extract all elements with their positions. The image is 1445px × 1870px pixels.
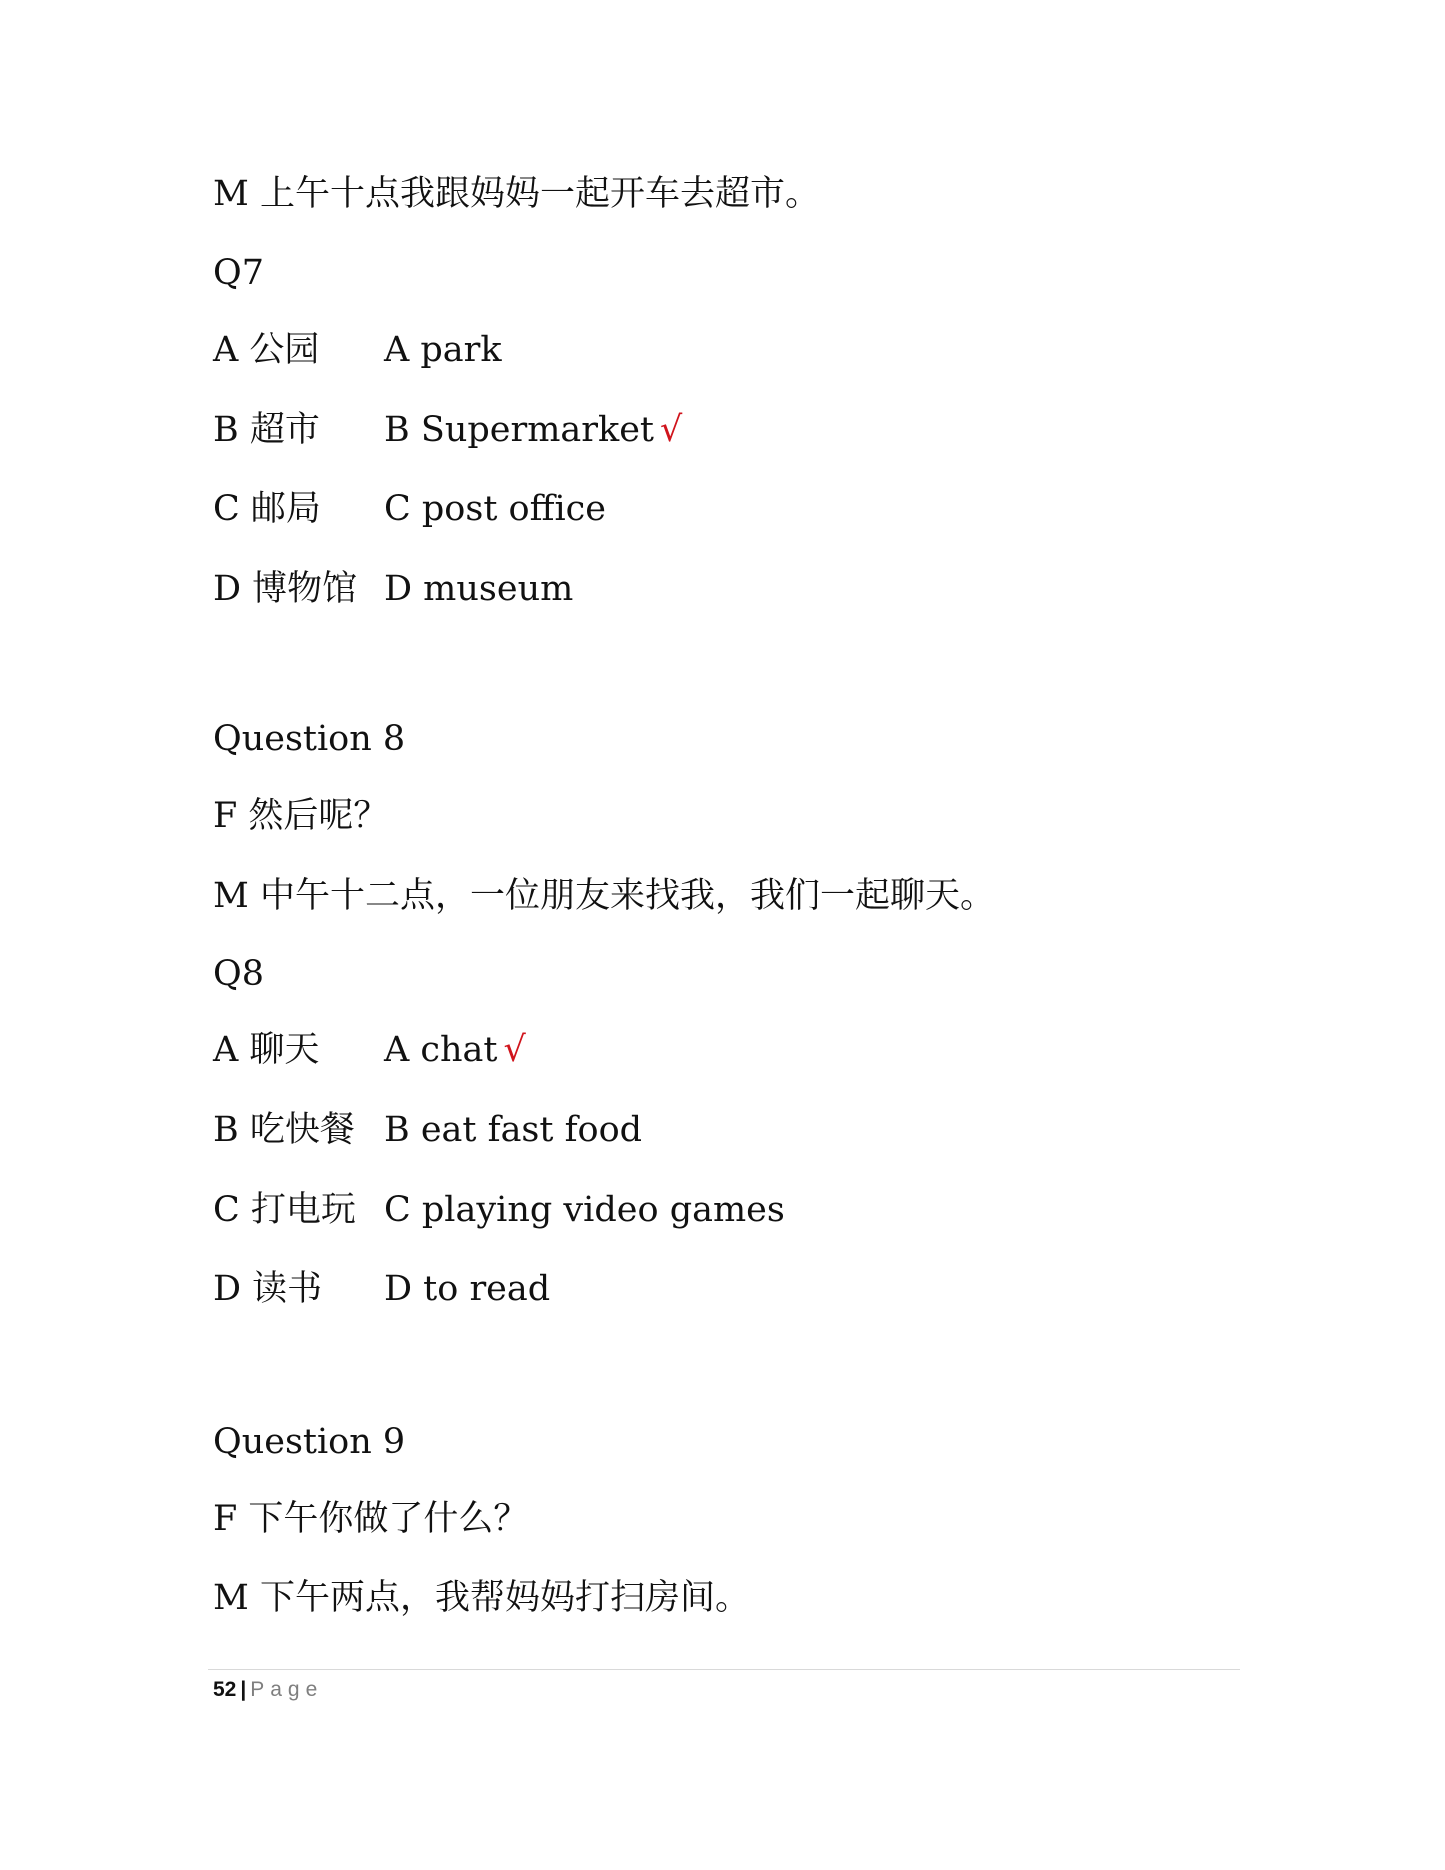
q8-line-f: F 然后呢？ [213, 796, 389, 836]
q8-option-a-zh: A 聊天 [213, 1030, 320, 1070]
q8-option-a-en: A chat √ [384, 1030, 526, 1070]
page-number: 52 [213, 1678, 237, 1701]
q7-option-b-zh: B 超市 [213, 410, 320, 450]
q7-option-d-zh: D 博物馆 [213, 569, 358, 609]
q9-heading: Question 9 [213, 1422, 406, 1462]
check-mark-icon: √ [503, 1030, 526, 1070]
q7-option-c-zh: C 邮局 [213, 489, 321, 529]
q8-option-c-zh: C 打电玩 [213, 1190, 356, 1230]
q8-label: Q8 [213, 954, 264, 994]
q7-option-a-en: A park [384, 330, 502, 370]
q8-option-d-zh: D 读书 [213, 1269, 323, 1309]
q7-option-c-en: C post office [384, 489, 606, 529]
q8-line-m: M 中午十二点，一位朋友来找我，我们一起聊天。 [213, 876, 995, 916]
q8-option-b-zh: B 吃快餐 [213, 1110, 355, 1150]
q7-option-b-en: B Supermarket √ [384, 410, 683, 450]
q7-label: Q7 [213, 253, 264, 293]
q9-line-m: M 下午两点，我帮妈妈打扫房间。 [213, 1578, 750, 1618]
q8-option-c-en: C playing video games [384, 1190, 785, 1230]
q7-option-d-en: D museum [384, 569, 574, 609]
footer-divider [208, 1669, 1240, 1670]
q8-option-d-en: D to read [384, 1269, 551, 1309]
q7-option-a-zh: A 公园 [213, 330, 320, 370]
q8-heading: Question 8 [213, 719, 406, 759]
check-mark-icon: √ [660, 410, 683, 450]
q9-line-f: F 下午你做了什么？ [213, 1499, 529, 1539]
page-word: Page [250, 1678, 324, 1701]
q7-context-line: M 上午十点我跟妈妈一起开车去超市。 [213, 174, 820, 214]
footer-separator: | [240, 1678, 247, 1701]
q8-option-b-en: B eat fast food [384, 1110, 643, 1150]
page-footer [213, 1675, 323, 1705]
